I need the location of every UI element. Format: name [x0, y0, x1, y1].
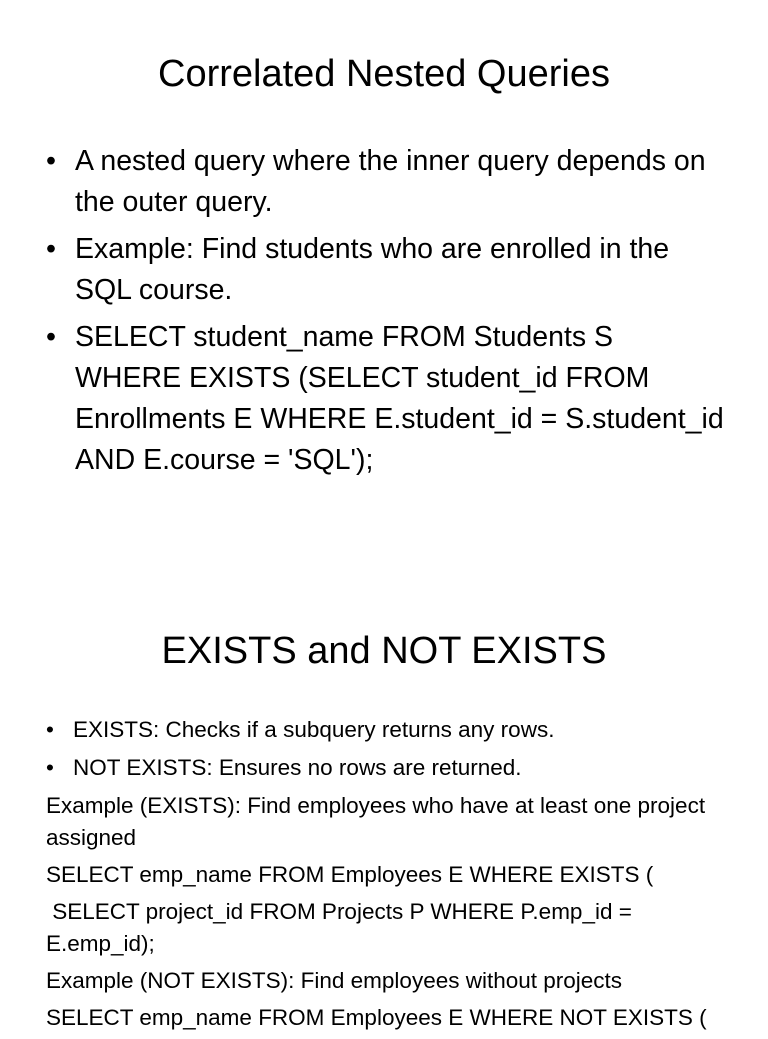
bullet-list: [46, 714, 746, 784]
slide-title: EXISTS and NOT EXISTS: [161, 630, 607, 672]
bullet-dot-icon: •: [46, 321, 56, 353]
bullet-list: [46, 141, 726, 487]
bullet-item: [46, 141, 726, 223]
code-line: SELECT emp_name FROM Employees E WHERE EXISTS (: [46, 862, 654, 887]
slide-title: Correlated Nested Queries: [158, 53, 610, 95]
bullet-text: A nested query where the inner query depends on the outer query.: [75, 145, 706, 218]
bullet-item: [46, 317, 726, 481]
bullet-text: NOT EXISTS: Ensures no rows are returned.: [73, 755, 522, 780]
bullet-item: [46, 714, 746, 746]
bullet-dot-icon: •: [46, 755, 54, 780]
bullet-text: EXISTS: Checks if a subquery returns any rows.: [73, 717, 555, 742]
bullet-text: Example: Find students who are enrolled in the SQL course.: [75, 233, 670, 306]
bullet-item: [46, 752, 746, 784]
slide-exists-not-exists: [0, 580, 768, 1030]
bullet-text: SELECT student_name FROM Students S WHERE EXISTS (SELECT student_id FROM Enrollments E WHERE E.student_id = S.student_id AND E.course = 'SQL');: [75, 321, 724, 476]
body-paragraph: Example (EXISTS): Find employees who have at least one project assigned: [46, 793, 712, 850]
code-line: SELECT project_id FROM Projects P WHERE P.emp_id = E.emp_id);: [46, 899, 639, 956]
bullet-item: [46, 229, 726, 311]
slide-content: [46, 714, 746, 1039]
bullet-dot-icon: •: [46, 145, 56, 177]
body-paragraph: Example (NOT EXISTS): Find employees without projects: [46, 968, 623, 993]
bullet-dot-icon: •: [46, 717, 54, 742]
bullet-dot-icon: •: [46, 233, 56, 265]
code-line: SELECT emp_name FROM Employees E WHERE NOT EXISTS (: [46, 1005, 707, 1030]
